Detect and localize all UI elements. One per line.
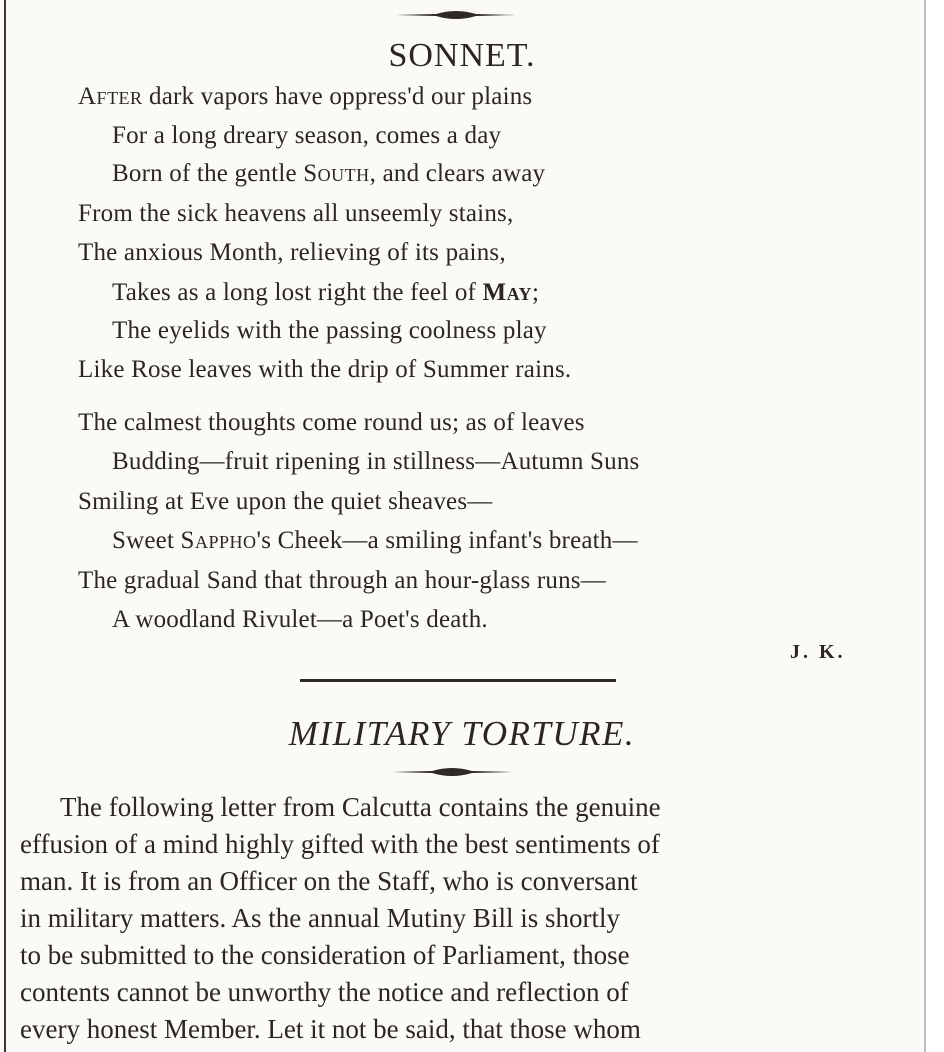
sonnet-line-13: The gradual Sand that through an hour-glass runs—	[78, 567, 606, 594]
sonnet-line-11: Smiling at Eve upon the quiet sheaves—	[78, 488, 493, 515]
sonnet-signature: J. K.	[790, 641, 846, 663]
verse-text: 's Cheek—a smiling infant's breath—	[256, 527, 638, 554]
verse-text: Sweet	[112, 527, 181, 554]
sonnet-line-2: For a long dreary season, comes a day	[112, 122, 502, 149]
verse-text: ;	[532, 279, 540, 306]
sonnet-title: SONNET.	[388, 37, 536, 74]
sonnet-line-7: The eyelids with the passing coolness play	[112, 317, 547, 344]
article-line-2: effusion of a mind highly gifted with the best sentiments of	[20, 829, 660, 859]
verse-small-caps: South	[303, 160, 370, 187]
verse-small-caps: After	[78, 83, 143, 110]
sonnet-line-14: A woodland Rivulet—a Poet's death.	[112, 606, 488, 633]
article-line-4: in military matters. As the annual Mutiny Bill is shortly	[20, 903, 620, 933]
verse-text: Takes as a long lost right the feel of	[112, 279, 483, 306]
article-line-5: to be submitted to the consideration of Parliament, those	[20, 940, 630, 970]
verse-small-caps: Sappho	[180, 527, 257, 554]
verse-text: dark vapors have oppress'd our plains	[142, 83, 533, 110]
ornament-swell	[396, 8, 516, 22]
sonnet-line-9: The calmest thoughts come round us; as of leaves	[78, 409, 585, 436]
sonnet-line-5: The anxious Month, relieving of its pains,	[78, 239, 506, 266]
verse-text: Born of the gentle	[112, 160, 304, 187]
ornament-swell	[392, 765, 512, 779]
sonnet-line-6	[112, 278, 944, 308]
sonnet-line-8: Like Rose leaves with the drip of Summer rains.	[78, 356, 572, 383]
article-line-3: man. It is from an Officer on the Staff, who is conversant	[20, 866, 638, 896]
section-divider	[300, 679, 616, 682]
article-line-7: every honest Member. Let it not be said, that those whom	[20, 1014, 641, 1044]
left-border	[4, 0, 6, 1052]
sonnet-line-4: From the sick heavens all unseemly stains,	[78, 200, 514, 227]
article-title: MILITARY TORTURE.	[288, 714, 636, 753]
article-line-6: contents cannot be unworthy the notice and reflection of	[20, 977, 629, 1007]
sonnet-line-1	[78, 82, 944, 112]
verse-text: , and clears away	[369, 160, 546, 187]
sonnet-line-10: Budding—fruit ripening in stillness—Autumn Suns	[112, 448, 640, 475]
sonnet-line-12	[112, 526, 944, 556]
verse-small-caps: May	[482, 279, 532, 306]
article-line-1: The following letter from Calcutta contains the genuine	[60, 792, 661, 822]
sonnet-line-3	[112, 159, 944, 189]
